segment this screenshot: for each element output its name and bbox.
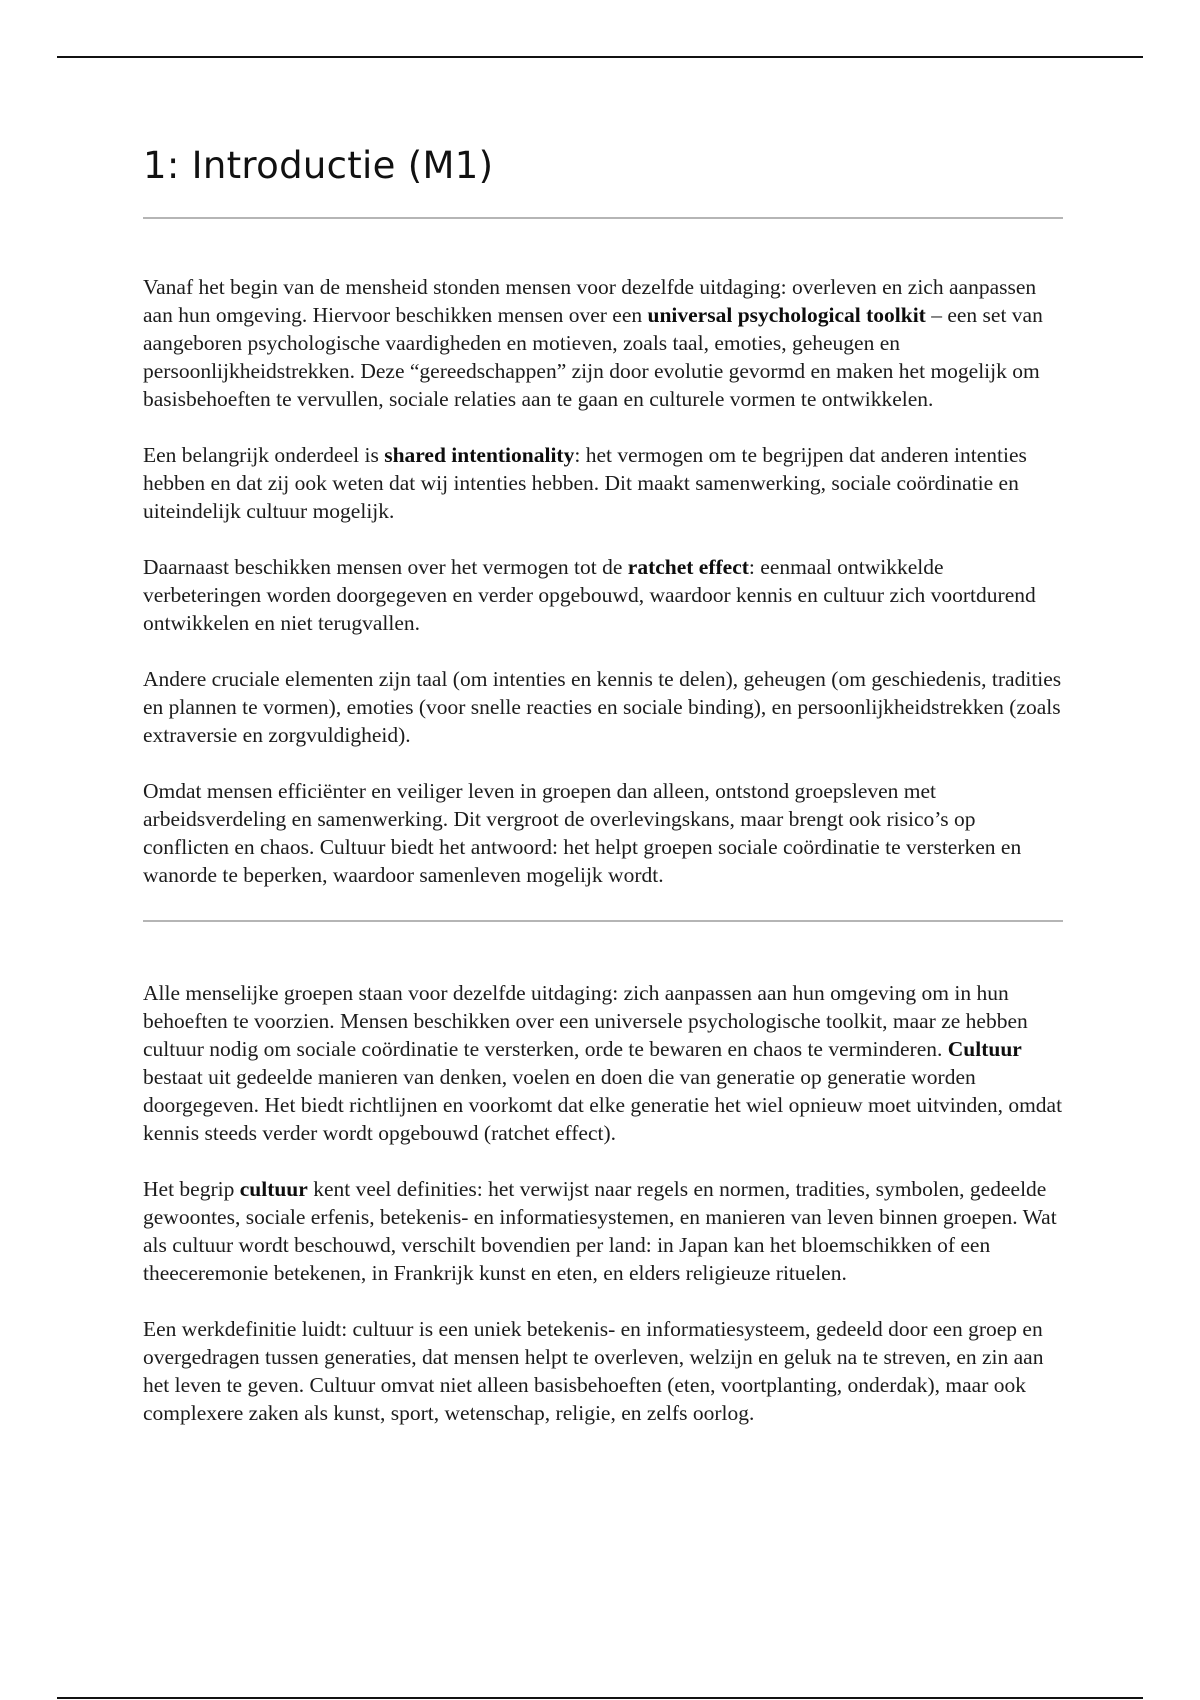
term-shared-intentionality: shared intentionality (384, 443, 575, 468)
section-universal-toolkit (143, 273, 1063, 889)
term-cultuur: Cultuur (947, 1037, 1022, 1062)
paragraph-cultuur-intro: Alle menselijke groepen staan voor dezelfde uitdaging: zich aanpassen aan hun omgeving om in hun behoeften te voorzien. Mensen beschikken over een universele psychologische toolkit, maar ze hebben cultuur nodig om sociale coördinatie te versterken, orde te bewaren en chaos te verminderen. Cultuur bestaat uit gedeelde manieren van denken, voelen en doen die van generatie op generatie worden doorgegeven. Het biedt richtlijnen en voorkomt dat elke generatie het wiel opnieuw moet uitvinden, omdat kennis steeds verder wordt opgebouwd (ratchet effect). (143, 981, 1063, 1146)
paragraph-groepsleven: Omdat mensen efficiënter en veiliger leven in groepen dan alleen, ontstond groepsleven met arbeidsverdeling en samenwerking. Dit vergroot de overlevingskans, maar brengt ook risico’s op conflicten en chaos. Cultuur biedt het antwoord: het helpt groepen sociale coördinatie te versterken en wanorde te beperken, waardoor samenleven mogelijk wordt. (143, 779, 1022, 888)
section-cultuur (143, 979, 1063, 1427)
page-title: 1: Introductie (M1) (143, 144, 494, 187)
page-top-rule (57, 56, 1143, 58)
paragraph-cruciale-elementen: Andere cruciale elementen zijn taal (om intenties en kennis te delen), geheugen (om geschiedenis, tradities en plannen te vormen), emoties (voor snelle reacties en sociale binding), en persoonlijkheidstrekken (zoals extraversie en zorgvuldigheid). (143, 667, 1062, 748)
paragraph-ratchet-effect: Daarnaast beschikken mensen over het vermogen tot de ratchet effect: eenmaal ontwikkelde verbeteringen worden doorgegeven en verder opgebouwd, waardoor kennis en cultuur zich voortdurend ontwikkelen en niet terugvallen. (143, 555, 1036, 636)
document-body (143, 130, 1063, 1455)
section-divider (143, 920, 1063, 922)
paragraph-shared-intentionality: Een belangrijk onderdeel is shared intentionality: het vermogen om te begrijpen dat anderen intenties hebben en dat zij ook weten dat wij intenties hebben. Dit maakt samenwerking, sociale coördinatie en uiteindelijk cultuur mogelijk. (143, 443, 1027, 524)
term-universal-psychological-toolkit: universal psychological toolkit (647, 303, 926, 328)
paragraph-toolkit: Vanaf het begin van de mensheid stonden mensen voor dezelfde uitdaging: overleven en zich aanpassen aan hun omgeving. Hiervoor beschikken mensen over een universal psychological toolkit – een set van aangeboren psychologische vaardigheden en motieven, zoals taal, emoties, geheugen en persoonlijkheidstrekken. Deze “gereedschappen” zijn door evolutie gevormd en maken het mogelijk om basisbehoeften te vervullen, sociale relaties aan te gaan en culturele vormen te ontwikkelen. (143, 275, 1043, 412)
term-ratchet-effect: ratchet effect (627, 555, 749, 580)
paragraph-werkdefinitie: Een werkdefinitie luidt: cultuur is een uniek betekenis- en informatiesysteem, gedeeld door een groep en overgedragen tussen generaties, dat mensen helpt te overleven, welzijn en geluk na te streven, en zin aan het leven te geven. Cultuur omvat niet alleen basisbehoeften (eten, voortplanting, onderdak), maar ook complexere zaken als kunst, sport, wetenschap, religie, en zelfs oorlog. (143, 1317, 1044, 1426)
term-cultuur-begrip: cultuur (239, 1177, 308, 1202)
paragraph-cultuur-definities: Het begrip cultuur kent veel definities: het verwijst naar regels en normen, tradities, symbolen, gedeelde gewoontes, sociale erfenis, betekenis- en informatiesystemen, en manieren van leven binnen groepen. Wat als cultuur wordt beschouwd, verschilt bovendien per land: in Japan kan het bloemschikken of een theeceremonie betekenen, in Frankrijk kunst en eten, en elders religieuze rituelen. (143, 1177, 1057, 1286)
page-bottom-rule (57, 1697, 1143, 1699)
title-divider (143, 217, 1063, 219)
